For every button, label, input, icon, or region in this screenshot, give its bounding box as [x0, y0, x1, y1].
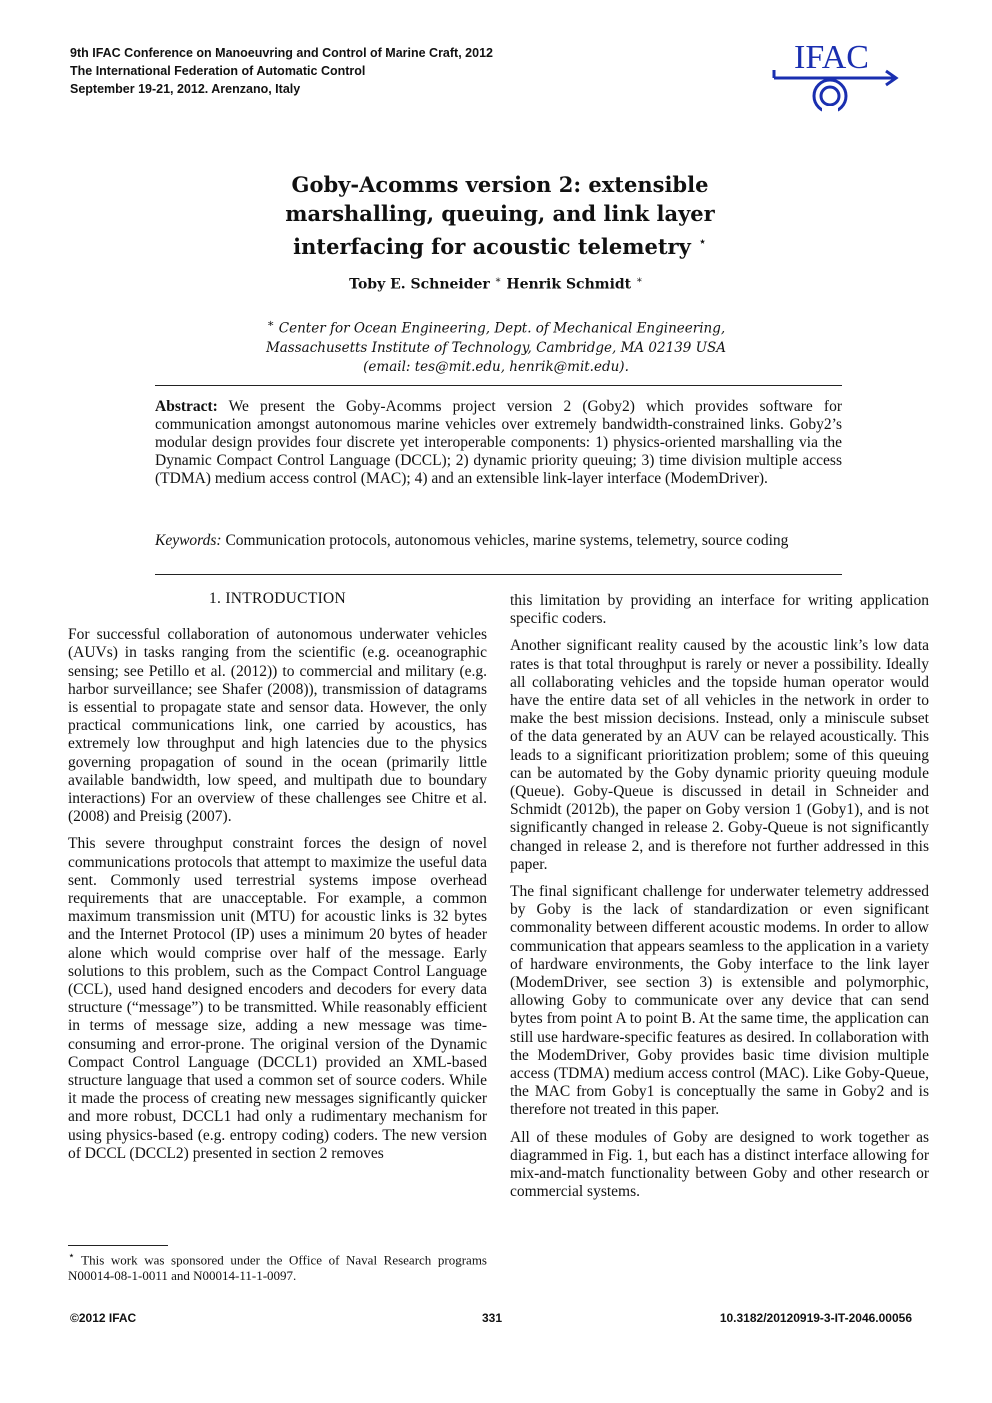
ifac-logo-text: IFAC: [794, 39, 869, 76]
paragraph: All of these modules of Goby are designed to work together as diagrammed in Fig. 1, but each has a distinct interface allowing for mix-and-match functionality between Goby and other research or commercial systems.: [510, 1128, 929, 1201]
footnote-rule: [68, 1245, 168, 1246]
title-line: Goby-Acomms version 2: extensible: [291, 172, 709, 197]
paragraph: this limitation by providing an interface for writing application specific coders.: [510, 592, 929, 628]
paragraph: Another significant reality caused by the acoustic link’s low data rates is that total throughput is rarely or never a possibility. Ideally all collaborating vehicles and the topside human operator would have the entire data set of all vehicles in the network in order to make the best mission decisions. Instead, only a miniscule subset of the data generated by an AUV can be relayed acoustically. This leads to a significant prioritization problem; some of this queuing can be automated by the Goby dynamic priority queuing module (Queue). Goby-Queue is discussed in detail in Schneider and Schmidt (2012b), the paper on Goby version 1 (Goby1), and is not significantly changed in release 2. Goby-Queue is not significantly changed in release 2, and is therefore not further addressed in this paper.: [510, 637, 929, 873]
keywords-text: Communication protocols, autonomous vehicles, marine systems, telemetry, source coding: [225, 532, 789, 549]
left-column: [68, 590, 487, 1172]
conference-line: 9th IFAC Conference on Manoeuvring and Control of Marine Craft, 2012: [70, 46, 493, 60]
author-mark: ∗: [494, 275, 502, 286]
footer-copyright: ©2012 IFAC: [70, 1311, 137, 1325]
affiliation-line: (email: tes@mit.edu, henrik@mit.edu).: [363, 358, 629, 375]
paragraph: The final significant challenge for underwater telemetry addressed by Goby is the lack of standardization or even significant commonality between different acoustic modems. In order to allow communication that appears seamless to the application in a variety of hardware environments, the Goby interface to the link layer (ModemDriver, see section 3) is extensible and polymorphic, allowing Goby to communicate over any device that can send bytes from point A to point B. At the same time, the application can still use hardware-specific features as desired. In collaboration with the ModemDriver, Goby provides basic time division multiple access (TDMA) medium access control (MAC). Like Goby-Queue, the MAC from Goby1 is conceptually the same in Goby2 and is therefore not treated in this paper.: [510, 883, 929, 1119]
paragraph: For successful collaboration of autonomous underwater vehicles (AUVs) in tasks ranging from the scientific (e.g. oceanographic sensing; see Petillo et al. (2012)) to commercial and military (e.g. harbor surveillance; see Shafer (2008)), transmission of datagrams is essential to propagate state and sensor data. However, the only practical communications link, one carried by acoustics, has extremely low throughput and high latencies due to the physics governing propagation of sound in the ocean (primarily little available bandwidth, low speed, and multipath due to boundary interactions) For an overview of these challenges see Chitre et al. (2008) and Preisig (2007).: [68, 626, 487, 826]
title-line: marshalling, queuing, and link layer: [285, 201, 715, 226]
affiliation-line: Massachusetts Institute of Technology, Cambridge, MA 02139 USA: [265, 339, 727, 356]
footnote-mark: ⋆: [68, 1250, 75, 1262]
right-column: [510, 592, 929, 1211]
paragraph: This severe throughput constraint forces the design of novel communications protocols that attempt to maximize the useful data sent. Commonly used terrestrial systems impose overhead requirements that are unacceptable. For example, a common maximum transmission unit (MTU) for acoustic links is 32 bytes and the Internet Protocol (IP) uses a minimum 20 bytes of header alone which would comprise over half of the message. Early solutions to this problem, such as the Compact Control Language (CCL), used hand designed encoders and decoders for every data structure (“message”) to be transmitted. While reasonably efficient in terms of message size, adding a new message was time-consuming and error-prone. The original version of the Dynamic Compact Control Language (DCCL1) provided an XML-based structure language that used a common set of source coders. While it made the process of creating new messages significantly quicker and more robust, DCCL1 had only a rudimentary mechanism for using physics-based (e.g. entropy coding) coders. The new version of DCCL (DCCL2) presented in section 2 removes: [68, 835, 487, 1162]
author-mark: ∗: [636, 275, 643, 286]
footer-doi: 10.3182/20120919-3-IT-2046.00056: [719, 1311, 912, 1325]
section-heading: 1. INTRODUCTION: [208, 590, 347, 607]
bottom-rule: [155, 574, 842, 575]
author-list: [0, 275, 992, 293]
paper-title: [150, 170, 850, 261]
keywords-label: Keywords:: [155, 532, 222, 549]
affiliation: [0, 314, 992, 377]
affiliation-mark: ∗: [266, 317, 275, 330]
conference-line: The International Federation of Automatic Control: [70, 64, 366, 78]
footer-page-number: 331: [482, 1311, 503, 1325]
ifac-logo: [770, 36, 900, 122]
abstract: [155, 398, 842, 488]
footnote-text: This work was sponsored under the Office of Naval Research programs N00014-08-1-0011 and N00014-11-1-0097.: [68, 1252, 487, 1284]
author-name: Toby E. Schneider: [349, 276, 490, 293]
affiliation-line: Center for Ocean Engineering, Dept. of Mechanical Engineering,: [278, 320, 726, 337]
abstract-label: Abstract:: [155, 398, 218, 415]
keywords: [155, 532, 842, 550]
footnote: [68, 1248, 487, 1284]
conference-header: [70, 44, 493, 98]
title-line: [150, 228, 850, 261]
abstract-text: We present the Goby-Acomms project version 2 (Goby2) which provides software for communication amongst autonomous marine vehicles over extremely bandwidth-constrained links. Goby2’s modular design provides four discrete yet interoperable components: 1) physics-oriented marshalling via the Dynamic Compact Control Language (DCCL); 2) dynamic priority queuing; 3) time division multiple access (TDMA) medium access control (MAC); 4) and an extensible link-layer interface (ModemDriver).: [155, 398, 842, 487]
top-rule: [155, 385, 842, 386]
title-footnote-mark: ⋆: [698, 234, 707, 250]
title-text: interfacing for acoustic telemetry: [293, 234, 691, 259]
author-name: Henrik Schmidt: [506, 276, 632, 293]
conference-line: September 19-21, 2012. Arenzano, Italy: [70, 82, 301, 96]
